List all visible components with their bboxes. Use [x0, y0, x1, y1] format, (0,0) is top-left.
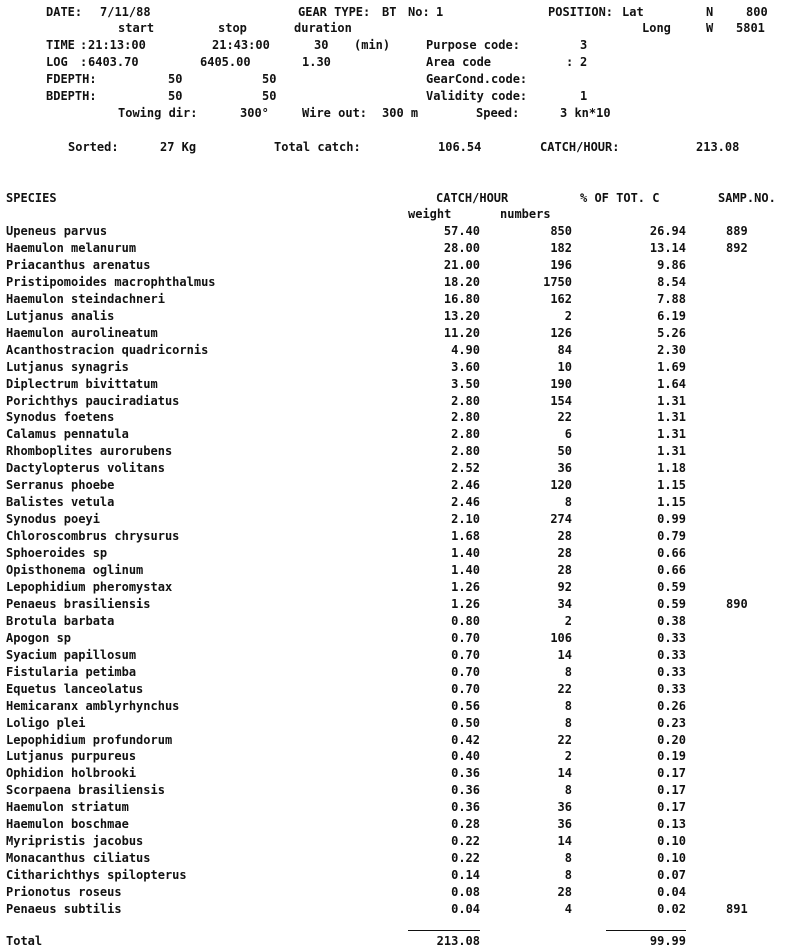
catch-numbers: 274 [550, 512, 572, 526]
gearcond-code-label: GearCond.code: [426, 72, 528, 86]
weight-column-header: weight [408, 207, 452, 221]
percent-of-total: 1.31 [657, 394, 686, 408]
species-name: Hemicaranx amblyrhynchus [6, 699, 180, 713]
catch-weight: 2.80 [451, 410, 480, 424]
percent-of-total: 0.79 [657, 529, 686, 543]
total-weight-rule [408, 930, 480, 931]
species-name: Priacanthus arenatus [6, 258, 151, 272]
percent-of-total: 0.20 [657, 733, 686, 747]
percent-of-total: 0.99 [657, 512, 686, 526]
catch-weight: 2.80 [451, 444, 480, 458]
total-catch-value: 106.54 [438, 140, 482, 154]
catch-numbers: 36 [557, 817, 572, 831]
catch-numbers: 28 [557, 529, 572, 543]
catch-weight: 21.00 [443, 258, 480, 272]
catch-numbers: 154 [550, 394, 572, 408]
towing-dir-label: Towing dir: [118, 106, 198, 120]
species-column-header: SPECIES [6, 191, 57, 205]
species-name: Upeneus parvus [6, 224, 108, 238]
species-name: Lepophidium pheromystax [6, 580, 173, 594]
catch-numbers: 8 [564, 851, 572, 865]
species-name: Haemulon boschmae [6, 817, 129, 831]
catch-hour-column-header: CATCH/HOUR [436, 191, 509, 205]
catch-weight: 0.70 [451, 665, 480, 679]
percent-of-total: 0.04 [657, 885, 686, 899]
bdepth-label: BDEPTH: [46, 89, 97, 103]
time-unit: (min) [354, 38, 391, 52]
species-name: Opisthonema oglinum [6, 563, 144, 577]
species-name: Monacanthus ciliatus [6, 851, 151, 865]
catch-weight: 0.70 [451, 631, 480, 645]
log-start: 6403.70 [88, 55, 139, 69]
catch-weight: 0.14 [451, 868, 480, 882]
area-code-label: Area code [426, 55, 492, 69]
catch-numbers: 8 [564, 783, 572, 797]
catch-weight: 1.68 [451, 529, 480, 543]
catch-weight: 0.22 [451, 834, 480, 848]
catch-weight: 4.90 [451, 343, 480, 357]
validity-code-label: Validity code: [426, 89, 528, 103]
towing-dir-value: 300° [240, 106, 269, 120]
catch-weight: 0.56 [451, 699, 480, 713]
species-name: Balistes vetula [6, 495, 115, 509]
catch-numbers: 36 [557, 461, 572, 475]
percent-of-total: 1.18 [657, 461, 686, 475]
total-weight: 213.08 [436, 934, 480, 948]
catch-numbers: 1750 [543, 275, 572, 289]
catch-numbers: 2 [564, 614, 572, 628]
species-name: Porichthys pauciradiatus [6, 394, 180, 408]
percent-of-total: 0.33 [657, 682, 686, 696]
gear-no-value: 1 [436, 5, 444, 19]
catch-weight: 0.42 [451, 733, 480, 747]
catch-weight: 0.36 [451, 783, 480, 797]
species-name: Penaeus brasiliensis [6, 597, 151, 611]
catch-numbers: 120 [550, 478, 572, 492]
fdepth-label: FDEPTH: [46, 72, 97, 86]
column-duration-label: duration [294, 21, 352, 35]
time-label: TIME [46, 38, 75, 52]
percent-of-total: 0.02 [657, 902, 686, 916]
catch-weight: 0.70 [451, 682, 480, 696]
percent-of-total: 0.10 [657, 851, 686, 865]
catch-weight: 0.36 [451, 800, 480, 814]
species-name: Prionotus roseus [6, 885, 122, 899]
catch-numbers: 8 [564, 495, 572, 509]
percent-of-total: 0.59 [657, 597, 686, 611]
species-name: Lepophidium profundorum [6, 733, 173, 747]
species-name: Dactylopterus volitans [6, 461, 165, 475]
percent-of-total: 0.59 [657, 580, 686, 594]
percent-of-total: 0.66 [657, 546, 686, 560]
catch-numbers: 22 [557, 410, 572, 424]
species-name: Haemulon striatum [6, 800, 129, 814]
catch-numbers: 8 [564, 665, 572, 679]
purpose-code-value: 3 [580, 38, 588, 52]
sample-number: 892 [726, 241, 748, 255]
catch-weight: 0.22 [451, 851, 480, 865]
species-name: Acanthostracion quadricornis [6, 343, 209, 357]
species-name: Lutjanus analis [6, 309, 115, 323]
catch-weight: 0.28 [451, 817, 480, 831]
species-name: Ophidion holbrooki [6, 766, 137, 780]
percent-of-total: 8.54 [657, 275, 686, 289]
species-name: Diplectrum bivittatum [6, 377, 158, 391]
catch-numbers: 8 [564, 699, 572, 713]
catch-numbers: 2 [564, 749, 572, 763]
sample-number: 890 [726, 597, 748, 611]
catch-weight: 1.26 [451, 597, 480, 611]
catch-numbers: 22 [557, 682, 572, 696]
column-stop-label: stop [218, 21, 247, 35]
species-name: Brotula barbata [6, 614, 115, 628]
percent-of-total: 0.17 [657, 766, 686, 780]
species-name: Fistularia petimba [6, 665, 137, 679]
catch-weight: 0.40 [451, 749, 480, 763]
species-name: Scorpaena brasiliensis [6, 783, 165, 797]
sorted-value: 27 Kg [160, 140, 197, 154]
total-percent: 99.99 [649, 934, 686, 948]
catch-numbers: 10 [557, 360, 572, 374]
percent-of-total: 1.31 [657, 427, 686, 441]
catch-numbers: 28 [557, 546, 572, 560]
speed-label: Speed: [476, 106, 520, 120]
species-name: Calamus pennatula [6, 427, 129, 441]
percent-of-total: 0.33 [657, 631, 686, 645]
catch-weight: 18.20 [443, 275, 480, 289]
catch-weight: 2.46 [451, 495, 480, 509]
catch-numbers: 28 [557, 563, 572, 577]
sample-number: 891 [726, 902, 748, 916]
purpose-code-label: Purpose code: [426, 38, 520, 52]
species-name: Haemulon steindachneri [6, 292, 165, 306]
percent-of-total: 0.26 [657, 699, 686, 713]
species-name: Pristipomoides macrophthalmus [6, 275, 216, 289]
percent-of-total: 1.31 [657, 410, 686, 424]
catch-numbers: 850 [550, 224, 572, 238]
species-name: Synodus poeyi [6, 512, 100, 526]
species-name: Citharichthys spilopterus [6, 868, 187, 882]
percent-of-total: 0.33 [657, 665, 686, 679]
catch-weight: 3.60 [451, 360, 480, 374]
gear-type-value: BT [382, 5, 397, 19]
area-code-value: 2 [580, 55, 588, 69]
species-name: Synodus foetens [6, 410, 115, 424]
fdepth-stop: 50 [262, 72, 277, 86]
numbers-column-header: numbers [500, 207, 551, 221]
catch-numbers: 162 [550, 292, 572, 306]
percent-of-total: 2.30 [657, 343, 686, 357]
species-name: Lutjanus purpureus [6, 749, 137, 763]
fdepth-start: 50 [168, 72, 183, 86]
percent-of-total: 9.86 [657, 258, 686, 272]
catch-numbers: 28 [557, 885, 572, 899]
percent-of-total: 6.19 [657, 309, 686, 323]
percent-of-total: 1.64 [657, 377, 686, 391]
catch-weight: 1.40 [451, 563, 480, 577]
total-catch-label: Total catch: [274, 140, 361, 154]
catch-numbers: 84 [557, 343, 572, 357]
catch-numbers: 182 [550, 241, 572, 255]
percent-total-column-header: % OF TOT. C [580, 191, 660, 205]
catch-weight: 28.00 [443, 241, 480, 255]
catch-numbers: 14 [557, 648, 572, 662]
catch-weight: 0.50 [451, 716, 480, 730]
log-duration: 1.30 [302, 55, 331, 69]
percent-of-total: 0.23 [657, 716, 686, 730]
percent-of-total: 0.66 [657, 563, 686, 577]
catch-numbers: 196 [550, 258, 572, 272]
percent-of-total: 1.31 [657, 444, 686, 458]
percent-of-total: 0.38 [657, 614, 686, 628]
catch-weight: 2.10 [451, 512, 480, 526]
percent-of-total: 26.94 [649, 224, 686, 238]
catch-numbers: 4 [564, 902, 572, 916]
catch-numbers: 34 [557, 597, 572, 611]
catch-weight: 3.50 [451, 377, 480, 391]
catch-numbers: 8 [564, 868, 572, 882]
species-name: Haemulon aurolineatum [6, 326, 158, 340]
species-name: Myripristis jacobus [6, 834, 144, 848]
catch-numbers: 2 [564, 309, 572, 323]
species-name: Lutjanus synagris [6, 360, 129, 374]
speed-value: 3 kn*10 [560, 106, 611, 120]
catch-weight: 11.20 [443, 326, 480, 340]
catch-weight: 2.52 [451, 461, 480, 475]
percent-of-total: 0.17 [657, 783, 686, 797]
lat-value: 800 [746, 5, 768, 19]
percent-of-total: 7.88 [657, 292, 686, 306]
catch-numbers: 50 [557, 444, 572, 458]
species-name: Syacium papillosum [6, 648, 137, 662]
catch-numbers: 14 [557, 834, 572, 848]
catch-numbers: 126 [550, 326, 572, 340]
catch-weight: 1.26 [451, 580, 480, 594]
catch-numbers: 36 [557, 800, 572, 814]
catch-weight: 2.80 [451, 394, 480, 408]
lat-hemisphere: N [706, 5, 714, 19]
catch-weight: 0.08 [451, 885, 480, 899]
wire-out-label: Wire out: [302, 106, 368, 120]
species-name: Rhomboplites aurorubens [6, 444, 173, 458]
catch-numbers: 6 [564, 427, 572, 441]
time-stop: 21:43:00 [212, 38, 270, 52]
catch-weight: 0.80 [451, 614, 480, 628]
log-stop: 6405.00 [200, 55, 251, 69]
long-label: Long [642, 21, 671, 35]
wire-out-value: 300 m [382, 106, 419, 120]
time-duration: 30 [314, 38, 329, 52]
catch-weight: 0.04 [451, 902, 480, 916]
percent-of-total: 1.69 [657, 360, 686, 374]
percent-of-total: 0.07 [657, 868, 686, 882]
catch-weight: 0.70 [451, 648, 480, 662]
total-percent-rule [606, 930, 686, 931]
position-label: POSITION: [548, 5, 614, 19]
species-name: Equetus lanceolatus [6, 682, 144, 696]
bdepth-stop: 50 [262, 89, 277, 103]
catch-weight: 57.40 [443, 224, 480, 238]
gear-type-label: GEAR TYPE: [298, 5, 371, 19]
percent-of-total: 13.14 [649, 241, 686, 255]
catch-numbers: 14 [557, 766, 572, 780]
catch-weight: 1.40 [451, 546, 480, 560]
long-hemisphere: W [706, 21, 714, 35]
species-name: Sphoeroides sp [6, 546, 108, 560]
date-value: 7/11/88 [100, 5, 151, 19]
percent-of-total: 0.19 [657, 749, 686, 763]
percent-of-total: 5.26 [657, 326, 686, 340]
catch-numbers: 92 [557, 580, 572, 594]
species-name: Loligo plei [6, 716, 86, 730]
catch-numbers: 190 [550, 377, 572, 391]
catch-weight: 13.20 [443, 309, 480, 323]
species-name: Chloroscombrus chrysurus [6, 529, 180, 543]
validity-code-value: 1 [580, 89, 588, 103]
long-value: 5801 [736, 21, 765, 35]
log-label: LOG [46, 55, 68, 69]
sorted-label: Sorted: [68, 140, 119, 154]
percent-of-total: 0.13 [657, 817, 686, 831]
bdepth-start: 50 [168, 89, 183, 103]
catch-weight: 2.80 [451, 427, 480, 441]
catch-per-hour-value: 213.08 [696, 140, 740, 154]
sample-number: 889 [726, 224, 748, 238]
catch-numbers: 22 [557, 733, 572, 747]
total-label: Total [6, 934, 43, 948]
species-name: Penaeus subtilis [6, 902, 122, 916]
sample-number-column-header: SAMP.NO. [718, 191, 776, 205]
catch-numbers: 106 [550, 631, 572, 645]
percent-of-total: 0.10 [657, 834, 686, 848]
percent-of-total: 1.15 [657, 495, 686, 509]
species-name: Serranus phoebe [6, 478, 115, 492]
date-label: DATE: [46, 5, 83, 19]
catch-per-hour-label: CATCH/HOUR: [540, 140, 620, 154]
column-start-label: start [118, 21, 155, 35]
gear-no-label: No: [408, 5, 430, 19]
catch-weight: 16.80 [443, 292, 480, 306]
catch-weight: 0.36 [451, 766, 480, 780]
percent-of-total: 0.33 [657, 648, 686, 662]
species-name: Haemulon melanurum [6, 241, 137, 255]
percent-of-total: 0.17 [657, 800, 686, 814]
species-name: Apogon sp [6, 631, 72, 645]
lat-label: Lat [622, 5, 644, 19]
time-start: 21:13:00 [88, 38, 146, 52]
catch-numbers: 8 [564, 716, 572, 730]
percent-of-total: 1.15 [657, 478, 686, 492]
catch-weight: 2.46 [451, 478, 480, 492]
